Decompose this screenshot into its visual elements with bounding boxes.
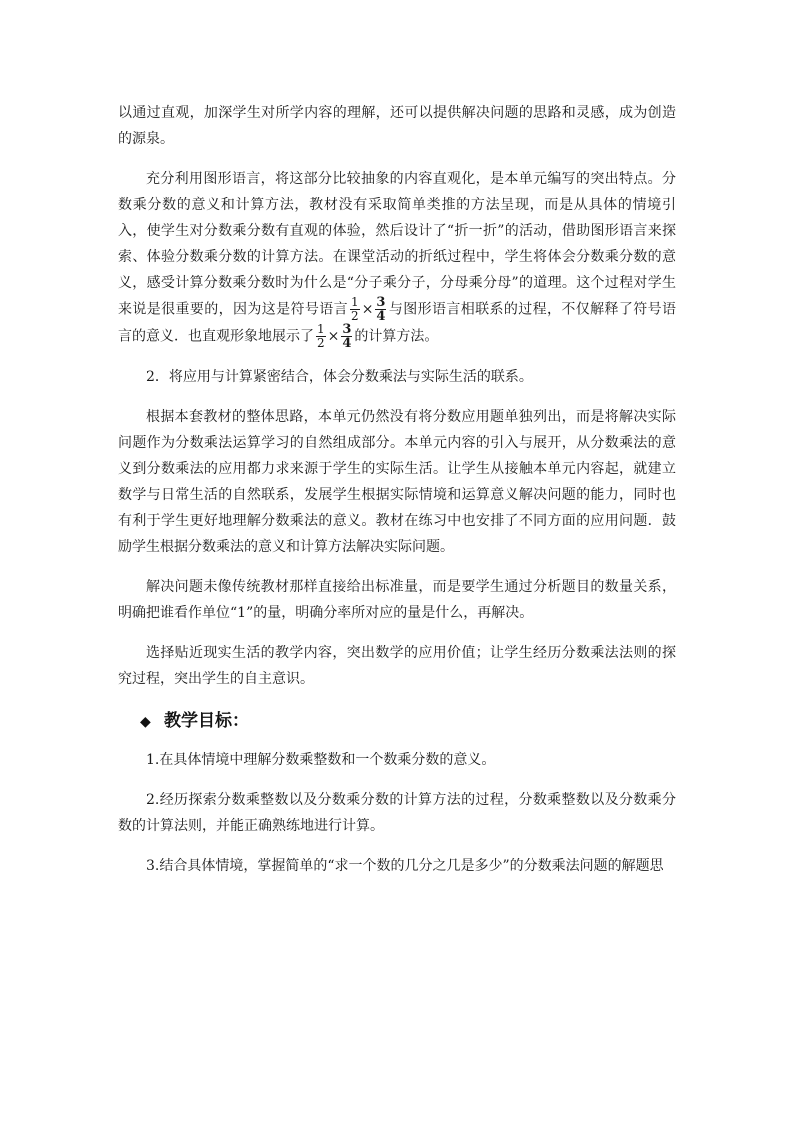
diamond-bullet-icon: ◆	[140, 714, 151, 730]
paragraph-text-part-c: 的计算方法。	[354, 328, 439, 345]
paragraph-text-part-b: 与图形语言相联系的过程，不仅解释了符号语言的意义．也直观形象地展示了	[118, 301, 677, 345]
times-symbol: ×	[361, 301, 374, 318]
fraction-one-half-second: $\frac{1}{2}$	[317, 322, 325, 350]
section-point-2: 2．将应用与计算紧密结合，体会分数乘法与实际生活的联系。	[146, 369, 533, 385]
paragraph-intro-continued: 以通过直观，加深学生对所学内容的理解，还可以提供解决问题的思路和灵感，成为创造的源泉。	[118, 105, 676, 147]
fraction-three-quarters: $\frac{3}{4}$	[376, 295, 386, 324]
goal-item-3: 3.结合具体情境，掌握简单的“求一个数的几分之几是多少”的分数乘法问题的解题思	[146, 858, 664, 874]
goal-item-1: 1.在具体情境中理解分数乘整数和一个数乘分数的意义。	[146, 752, 496, 768]
paragraph-graphic-language	[118, 166, 676, 350]
paragraph-problem-solving: 解决问题未像传统教材那样直接给出标准量，而是要学生通过分析题目的数量关系，明确把谁看作单位“1”的量，明确分率所对应的量是什么，再解决。	[118, 579, 676, 621]
goal-item-2: 2.经历探索分数乘整数以及分数乘分数的计算方法的过程，分数乘整数以及分数乘分数的计算法则，并能正确熟练地进行计算。	[118, 792, 676, 834]
paragraph-text-part-a: 充分利用图形语言，将这部分比较抽象的内容直观化，是本单元编写的突出特点。分数乘分数的意义和计算方法，教材没有采取简单类推的方法呈现，而是从具体的情境引入，使学生对分数乘分数有直观的体验，然后设计了“折一折”的活动，借助图形语言来探索、体验分数乘分数的计算方法。在课堂活动的折纸过程中，学生将体会分数乘分数的意义，感受计算分数乘分数时为什么是“分子乘分子，分母乘分母”的道理。这个过程对学生来说是很重要的，因为这是符号语言	[118, 171, 676, 318]
times-symbol-second: ×	[327, 328, 340, 345]
document-body	[118, 100, 676, 879]
heading-text: 教学目标：	[164, 711, 249, 731]
fraction-three-quarters-second: $\frac{3}{4}$	[342, 322, 352, 351]
teaching-goals-heading	[140, 706, 676, 737]
paragraph-application: 根据本套教材的整体思路，本单元仍然没有将分数应用题单独列出，而是将解决实际问题作为分数乘法运算学习的自然组成部分。本单元内容的引入与展开，从分数乘法的意义到分数乘法的应用都力求来源于学生的实际生活。让学生从接触本单元内容起，就建立数学与日常生活的自然联系，发展学生根据实际情境和运算意义解决问题的能力，同时也有利于学生更好地理解分数乘法的意义。教材在练习中也安排了不同方面的应用问题．鼓励学生根据分数乘法的意义和计算方法解决实际问题。	[118, 409, 676, 555]
fraction-one-half: $\frac{1}{2}$	[351, 295, 359, 323]
paragraph-real-life: 选择贴近现实生活的教学内容，突出数学的应用价值；让学生经历分数乘法法则的探究过程，突出学生的自主意识。	[118, 645, 676, 687]
